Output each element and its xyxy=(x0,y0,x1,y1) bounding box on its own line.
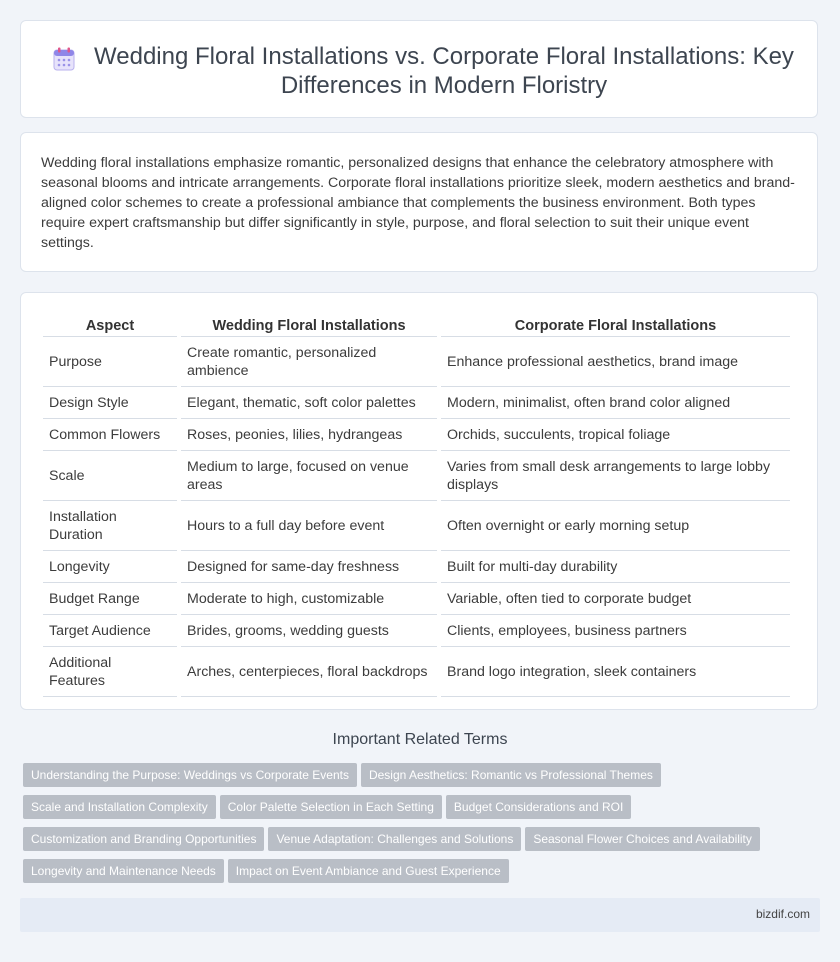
related-terms-title: Important Related Terms xyxy=(332,731,508,748)
table-cell: Design Style xyxy=(43,387,177,419)
calendar-icon xyxy=(53,47,75,71)
table-row xyxy=(43,501,790,551)
table-row xyxy=(43,583,790,615)
related-term-tag[interactable]: Color Palette Selection in Each Setting xyxy=(220,795,442,819)
footer-site[interactable]: bizdif.com xyxy=(755,907,810,921)
table-cell: Arches, centerpieces, floral backdrops xyxy=(181,647,437,697)
intro-paragraph: Wedding floral installations emphasize romantic, personalized designs that enhance the celebratory atmosphere with seasonal blooms and intricate arrangements. Corporate floral installations prioritize sleek, modern aesthetics and brand-aligned color schemes to create a professional ambiance that complements the business environment. Both types require expert craftsmanship but differ significantly in style, purpose, and floral selection to suit their unique event settings. xyxy=(41,155,795,251)
table-cell: Hours to a full day before event xyxy=(181,501,437,551)
intro-card xyxy=(20,132,818,272)
table-row xyxy=(43,551,790,583)
related-term-tag[interactable]: Budget Considerations and ROI xyxy=(446,795,631,819)
table-cell: Target Audience xyxy=(43,615,177,647)
table-header-row xyxy=(43,313,790,337)
header-aspect: Aspect xyxy=(43,313,177,337)
table-row xyxy=(43,419,790,451)
related-term-tag[interactable]: Design Aesthetics: Romantic vs Professional Themes xyxy=(361,763,661,787)
table-cell: Clients, employees, business partners xyxy=(441,615,790,647)
table-cell: Create romantic, personalized ambience xyxy=(181,337,437,387)
table-cell: Designed for same-day freshness xyxy=(181,551,437,583)
table-cell: Modern, minimalist, often brand color aligned xyxy=(441,387,790,419)
comparison-table-card xyxy=(20,292,818,710)
table-cell: Budget Range xyxy=(43,583,177,615)
related-term-tag[interactable]: Impact on Event Ambiance and Guest Experience xyxy=(228,859,509,883)
table-cell: Additional Features xyxy=(43,647,177,697)
table-cell: Orchids, succulents, tropical foliage xyxy=(441,419,790,451)
related-terms-tags xyxy=(23,763,813,891)
table-cell: Installation Duration xyxy=(43,501,177,551)
table-cell: Enhance professional aesthetics, brand image xyxy=(441,337,790,387)
table-cell: Common Flowers xyxy=(43,419,177,451)
related-term-tag[interactable]: Longevity and Maintenance Needs xyxy=(23,859,224,883)
table-row xyxy=(43,451,790,501)
table-cell: Medium to large, focused on venue areas xyxy=(181,451,437,501)
table-cell: Often overnight or early morning setup xyxy=(441,501,790,551)
table-cell: Varies from small desk arrangements to large lobby displays xyxy=(441,451,790,501)
related-term-tag[interactable]: Scale and Installation Complexity xyxy=(23,795,216,819)
table-cell: Brides, grooms, wedding guests xyxy=(181,615,437,647)
related-term-tag[interactable]: Customization and Branding Opportunities xyxy=(23,827,264,851)
table-cell: Moderate to high, customizable xyxy=(181,583,437,615)
related-term-tag[interactable]: Seasonal Flower Choices and Availability xyxy=(525,827,760,851)
title-card xyxy=(20,20,818,118)
table-row xyxy=(43,615,790,647)
table-row xyxy=(43,337,790,387)
footer xyxy=(20,898,820,932)
related-term-tag[interactable]: Understanding the Purpose: Weddings vs Corporate Events xyxy=(23,763,357,787)
table-cell: Longevity xyxy=(43,551,177,583)
header-corporate: Corporate Floral Installations xyxy=(441,313,790,337)
table-cell: Purpose xyxy=(43,337,177,387)
table-cell: Elegant, thematic, soft color palettes xyxy=(181,387,437,419)
table-cell: Roses, peonies, lilies, hydrangeas xyxy=(181,419,437,451)
table-row xyxy=(43,387,790,419)
table-cell: Variable, often tied to corporate budget xyxy=(441,583,790,615)
table-cell: Scale xyxy=(43,451,177,501)
header-wedding: Wedding Floral Installations xyxy=(181,313,437,337)
related-term-tag[interactable]: Venue Adaptation: Challenges and Solutions xyxy=(268,827,521,851)
table-row xyxy=(43,647,790,697)
table-cell: Brand logo integration, sleek containers xyxy=(441,647,790,697)
comparison-table xyxy=(39,313,794,697)
page-title: Wedding Floral Installations vs. Corporate Floral Installations: Key Differences in Modern Floristry xyxy=(94,43,794,99)
table-cell: Built for multi-day durability xyxy=(441,551,790,583)
